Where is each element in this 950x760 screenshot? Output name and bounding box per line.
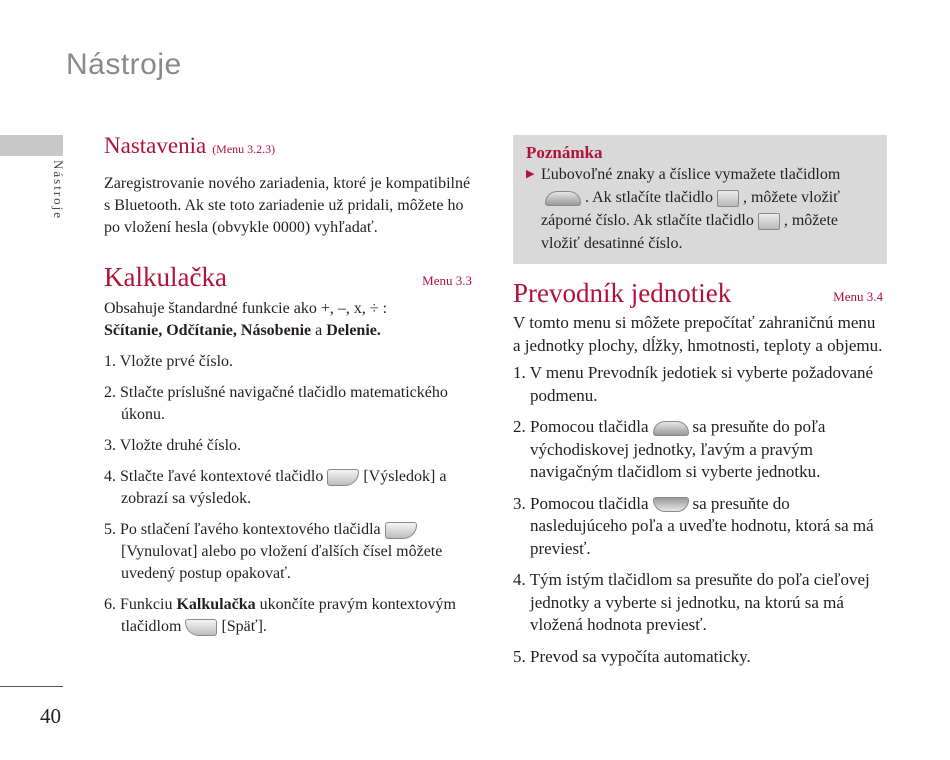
nastavenia-text: Zaregistrovanie nového zariadenia, ktoré je kompatibilné s Bluetooth. Ak ste toto zariadenie už pridali, môžete ho po vložení hesla (obvykle 0000) vyhľadať. (104, 175, 471, 236)
clear-key-icon (545, 191, 581, 206)
list-item: 3. Vložte druhé číslo. (104, 437, 242, 454)
s2-pre: 2. Pomocou tlačidla (513, 417, 649, 436)
step4-pre: 4. Stlačte ľavé kontextové tlačidlo (104, 468, 324, 485)
kalkulacka-menu-ref: Menu 3.3 (422, 273, 472, 288)
left-column (104, 132, 474, 647)
list-item (104, 519, 474, 585)
list-item (513, 493, 887, 561)
step6-bold: Kalkulačka (176, 596, 256, 613)
note-l3: , môžete vložiť záporné číslo. Ak stlačíte tlačidlo (541, 189, 840, 229)
s3-pre: 3. Pomocou tlačidla (513, 493, 649, 513)
ops-a: Sčítanie, Odčítanie, Násobenie (104, 322, 312, 339)
list-item (104, 466, 474, 510)
right-soft-key-icon (185, 619, 217, 636)
ops-and: a (311, 322, 327, 339)
step5-pre: 5. Po stlačení ľavého kontextového tlačidla (104, 521, 381, 538)
kalkulacka-title: Kalkulačka (104, 262, 227, 292)
list-item (104, 594, 474, 638)
prevodnik-steps (513, 362, 887, 668)
kalkulacka-steps (104, 351, 474, 638)
step6-mid: ukončíte pravým kontextovým tlačidlom (121, 596, 456, 635)
divider (0, 686, 63, 687)
page-number: 40 (40, 704, 61, 728)
left-soft-key-icon (327, 469, 359, 486)
prevodnik-title: Prevodník jednotiek (513, 278, 732, 308)
right-column (513, 135, 887, 677)
prevodnik-menu-ref: Menu 3.4 (833, 289, 883, 304)
star-key-icon (717, 190, 739, 207)
nastavenia-title: Nastavenia (104, 133, 207, 158)
note-box (513, 135, 887, 264)
section-heading-nastavenia (104, 132, 474, 163)
kalkulacka-intro (104, 298, 474, 342)
note-body (526, 163, 875, 255)
nastavenia-menu-ref: (Menu 3.2.3) (212, 142, 276, 156)
left-soft-key-icon (385, 522, 417, 539)
ops-b: Delenie. (326, 322, 381, 339)
chapter-title: Nástroje (66, 48, 182, 81)
kalkulacka-intro-text: Obsahuje štandardné funkcie ako +, –, x, ÷ : (104, 300, 388, 317)
note-l4: , môžete vložiť desatinné číslo. (541, 212, 839, 252)
section-heading-kalkulacka (104, 262, 474, 298)
list-item: 1. V menu Prevodník jedotiek si vyberte požadované podmenu. (513, 363, 874, 405)
nav-down-key-icon (653, 497, 689, 512)
note-l1: Ľubovoľné znaky a číslice vymažete tlačidlom (541, 166, 841, 183)
bullet-arrow-icon: ▶ (526, 168, 535, 180)
prevodnik-intro: V tomto menu si môžete prepočítať zahraničnú menu a jednotky plochy, dĺžky, hmotnosti, teploty a objemu. (513, 313, 883, 355)
s2-post: sa presuňte do poľa východiskovej jednotky, ľavým a pravým navigačným tlačidlom si vyberte jednotku. (530, 417, 826, 481)
step4-post: [Výsledok] a zobrazí sa výsledok. (121, 468, 447, 507)
section-heading-prevodnik (513, 278, 887, 314)
note-title: Poznámka (526, 143, 603, 162)
step6-pre: 6. Funkciu (104, 596, 177, 613)
s3-post: sa presuňte do nasledujúceho poľa a uveďte hodnotu, ktorá sa má previesť. (530, 493, 874, 558)
step6-post: [Späť]. (221, 618, 267, 635)
step5-post: [Vynulovat] alebo po vložení ďalších čísel môžete uvedený postup opakovať. (121, 543, 443, 582)
list-item: 1. Vložte prvé číslo. (104, 353, 234, 370)
side-tab (0, 135, 63, 156)
list-item: 4. Tým istým tlačidlom sa presuňte do poľa cieľovej jednotky a vyberte si jednotku, na ktorú sa má vložená hodnota previesť. (513, 570, 870, 634)
list-item: 2. Stlačte príslušné navigačné tlačidlo matematického úkonu. (104, 384, 448, 423)
side-label: Nástroje (51, 160, 66, 221)
list-item: 5. Prevod sa vypočíta automaticky. (513, 646, 751, 666)
note-l2: . Ak stlačíte tlačidlo (585, 189, 713, 206)
hash-key-icon (758, 213, 780, 230)
nav-up-key-icon (653, 421, 689, 436)
list-item (513, 416, 887, 484)
